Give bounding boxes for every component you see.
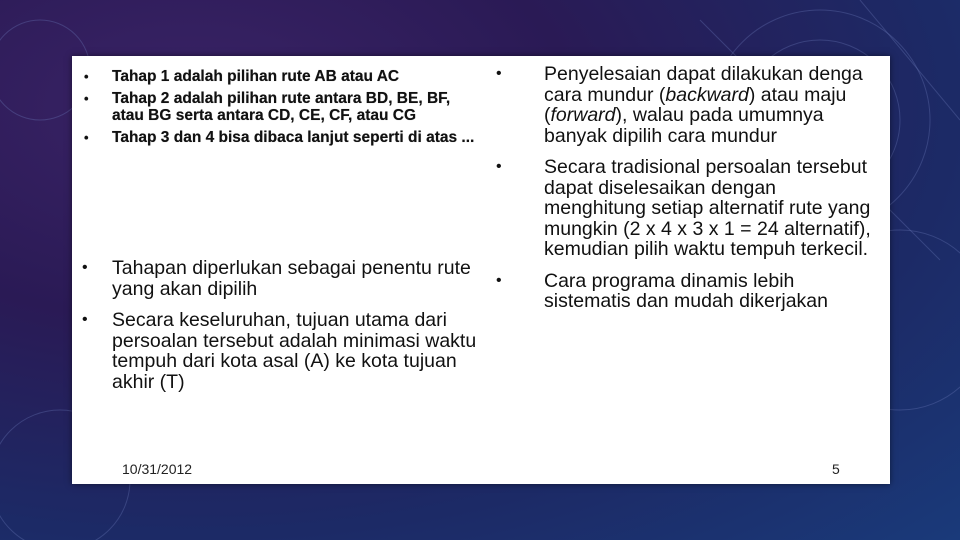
right-bullet-list	[490, 64, 880, 323]
bullet: •	[496, 65, 502, 82]
bullet: •	[84, 91, 89, 106]
list-item-text: Tahap 3 dan 4 bisa dibaca lanjut seperti di atas ...	[112, 129, 475, 146]
left-bullet-list	[82, 258, 482, 403]
list-item-text: Tahapan diperlukan sebagai penentu rute yang akan dipilih	[112, 257, 471, 300]
list-item	[490, 157, 880, 260]
italic-term-forward: forward	[550, 104, 616, 126]
bullet: •	[82, 259, 88, 276]
italic-term-backward: backward	[665, 83, 749, 106]
list-item-text: Tahap 1 adalah pilihan rute AB atau AC	[112, 68, 400, 85]
list-item	[490, 64, 880, 146]
list-item-text: Cara programa dinamis lebih sistematis dan mudah dikerjakan	[544, 269, 828, 312]
list-item	[82, 258, 482, 299]
slide-date: 10/31/2012	[122, 461, 193, 477]
list-item	[82, 68, 477, 85]
list-item-text-part: Penyelesaian dapat dilakukan denga cara mundur (	[544, 63, 863, 106]
list-item-text: Secara keseluruhan, tujuan utama dari persoalan tersebut adalah minimasi waktu tempuh dari kota asal (A) ke kota tujuan akhir (T)	[112, 309, 477, 393]
list-item-text: Secara tradisional persoalan tersebut dapat diselesaikan dengan menghitung setiap alternatif rute yang mungkin (2 x 4 x 3 x 1 = 24 alternatif), kemudian pilih waktu tempuh terkecil.	[544, 156, 871, 260]
list-item	[82, 129, 477, 146]
bullet: •	[84, 69, 89, 84]
stage-list	[82, 68, 477, 151]
list-item-text-part: ), walau pada umumnya banyak dipilih cara mundur	[544, 104, 824, 147]
bullet: •	[82, 311, 88, 328]
bullet: •	[496, 271, 502, 289]
bullet: •	[496, 158, 502, 175]
slide-content-card	[72, 56, 890, 484]
list-item	[82, 90, 477, 124]
list-item-text-part: ) atau maju (	[544, 83, 847, 126]
bullet: •	[84, 130, 89, 145]
list-item	[490, 271, 880, 312]
list-item-text: Tahap 2 adalah pilihan rute antara BD, BE, BF, atau BG serta antara CD, CE, CF, atau CG	[112, 90, 451, 124]
list-item	[82, 310, 482, 392]
slide-page-number: 5	[832, 461, 840, 477]
